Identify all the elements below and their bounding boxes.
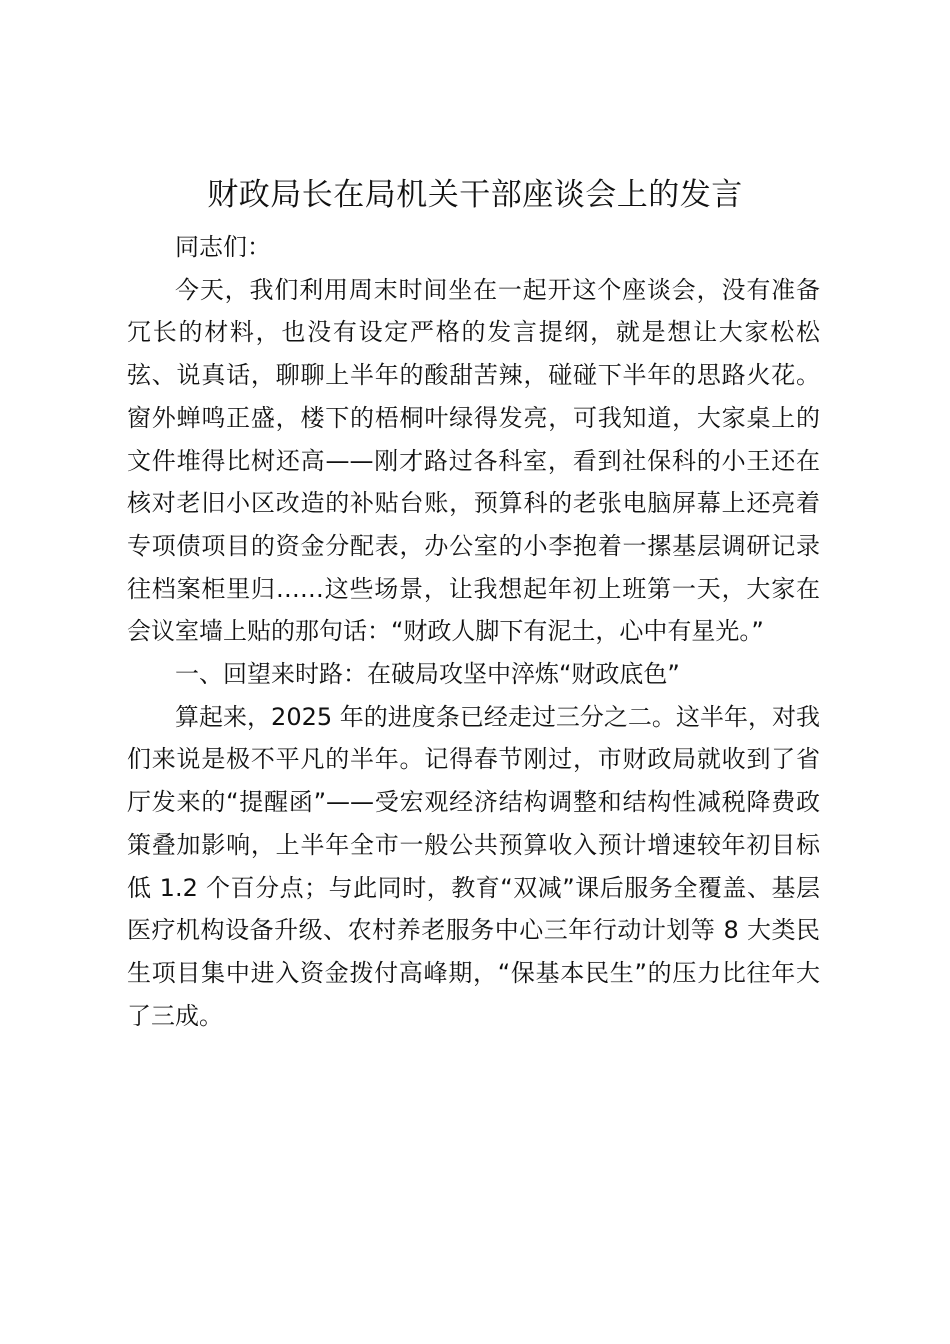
document-body <box>127 226 820 1037</box>
document-title: 财政局长在局机关干部座谈会上的发言 <box>207 177 743 213</box>
section-heading: 一、回望来时路：在破局攻坚中淬炼“财政底色” <box>175 660 680 689</box>
paragraph-section-1: 算起来，2025 年的进度条已经走过三分之二。这半年，对我们来说是极不平凡的半年。记得春节刚过，市财政局就收到了省厅发来的“提醒函”——受宏观经济结构调整和结构性减税降费政策叠加影响，上半年全市一般公共预算收入预计增速较年初目标低 1.2 个百分点；与此同时，教育“双减”课后服务全覆盖、基层医疗机构设备升级、农村养老服务中心三年行动计划等 8 大类民生项目集中进入资金拨付高峰期，“保基本民生”的压力比往年大了三成。 <box>127 702 820 1030</box>
paragraph-opening: 今天，我们利用周末时间坐在一起开这个座谈会，没有准备冗长的材料，也没有设定严格的发言提纲，就是想让大家松松弦、说真话，聊聊上半年的酸甜苦辣，碰碰下半年的思路火花。窗外蝉鸣正盛，楼下的梧桐叶绿得发亮，可我知道，大家桌上的文件堆得比树还高——刚才路过各科室，看到社保科的小王还在核对老旧小区改造的补贴台账，预算科的老张电脑屏幕上还亮着专项债项目的资金分配表，办公室的小李抱着一摞基层调研记录往档案柜里归……这些场景，让我想起年初上班第一天，大家在会议室墙上贴的那句话：“财政人脚下有泥土，心中有星光。” <box>127 275 820 646</box>
salutation: 同志们： <box>175 233 271 261</box>
